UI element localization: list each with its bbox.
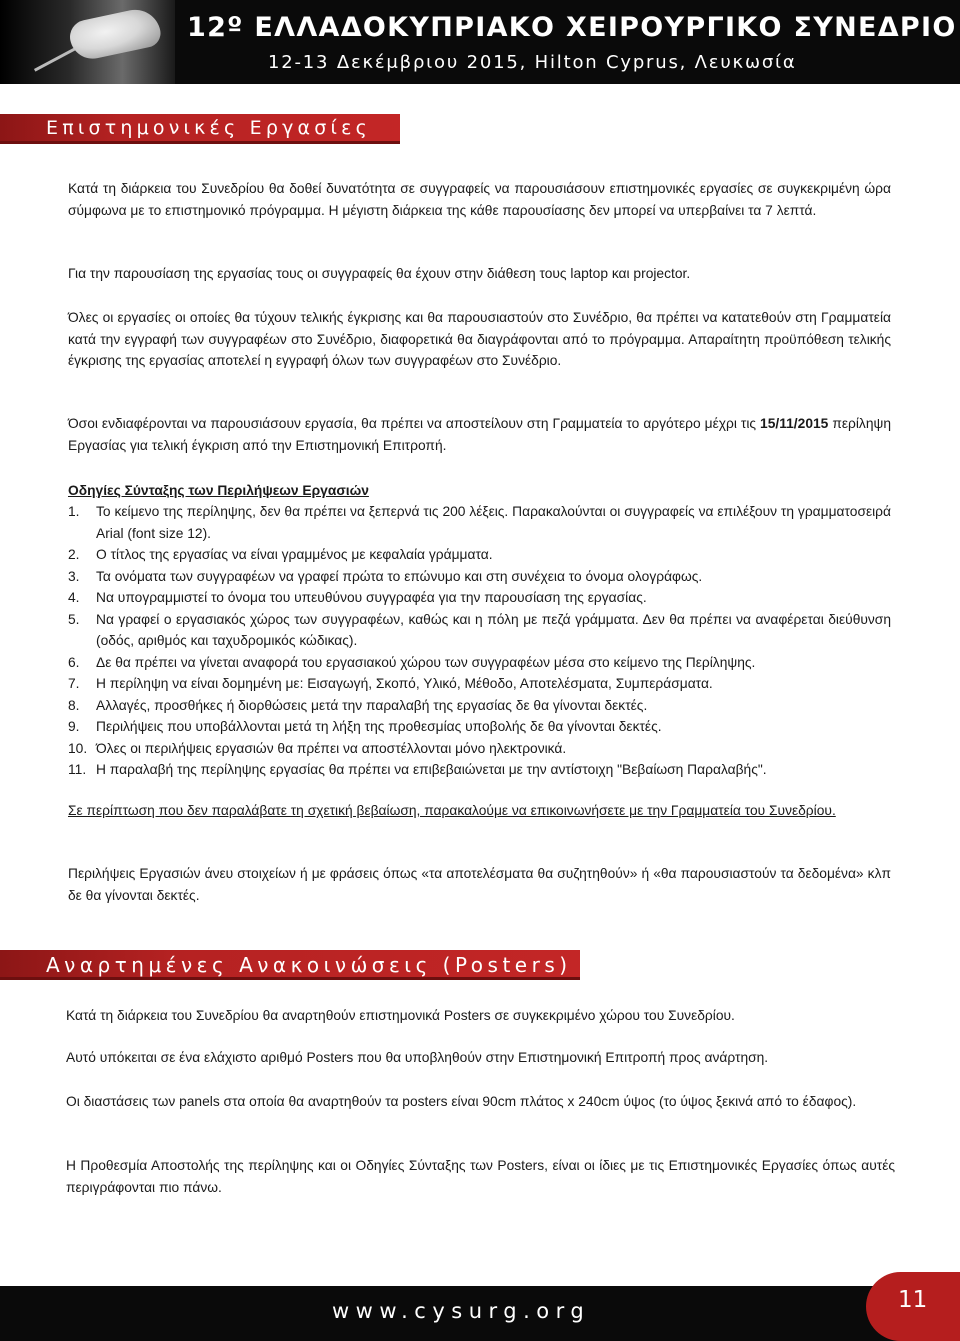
paragraph-posters-deadline: Η Προθεσμία Αποστολής της περίληψης και οι Οδηγίες Σύνταξης των Posters, είναι οι ίδιες με τις Επιστημονικές Εργασίες όπως αυτές περιγράφονται πιο πάνω. <box>66 1158 895 1195</box>
guideline-text: Όλες οι περιλήψεις εργασιών θα πρέπει να αποστέλλονται μόνο ηλεκτρονικά. <box>96 740 567 756</box>
guidelines-list <box>68 501 891 781</box>
guideline-item <box>68 566 891 588</box>
guideline-item <box>68 759 891 781</box>
guideline-text: Περιλήψεις που υποβάλλονται μετά τη λήξη της προθεσμίας υποβολής δε θα γίνονται δεκτές. <box>96 719 662 734</box>
guideline-number: 3. <box>68 568 80 584</box>
guideline-text: Να υπογραμμιστεί το όνομα του υπευθύνου συγγραφέα για την παρουσίαση της εργασίας. <box>96 590 647 605</box>
guideline-text: Το κείμενο της περίληψης, δεν θα πρέπει να ξεπερνά τις 200 λέξεις. Παρακαλούνται οι συγγραφείς να επιλέξουν τη γραμματοσειρά Arial (font size 12). <box>96 504 891 541</box>
paragraph-rejection-note: Περιλήψεις Εργασιών άνευ στοιχείων ή με φράσεις όπως «τα αποτελέσματα θα συζητηθούν» ή «θα παρουσιαστούν τα δεδομένα» κλπ δε θα γίνονται δεκτές. <box>68 866 891 903</box>
guideline-number: 1. <box>68 504 80 519</box>
guideline-number: 4. <box>68 590 80 605</box>
guideline-item <box>68 544 891 566</box>
website-link[interactable]: www.cysurg.org <box>332 1299 591 1323</box>
guideline-item <box>68 609 891 652</box>
guideline-number: 11. <box>68 762 87 777</box>
paragraph-equipment: Για την παρουσίαση της εργασίας τους οι συγγραφείς θα έχουν στην διάθεση τους laptop και projector. <box>68 266 691 281</box>
section-title-posters: Αναρτημένες Ανακοινώσεις (Posters) <box>46 953 572 977</box>
guideline-number: 7. <box>68 676 80 691</box>
page-number: 11 <box>898 1287 928 1313</box>
guideline-text: Να γραφεί ο εργασιακός χώρος των συγγραφέων, καθώς και η πόλη με πεζά γράμματα. Δεν θα πρέπει να αναφέρεται διεύθυνση (οδός, αριθμός και ταχυδρομικός κώδικας). <box>96 611 891 648</box>
guideline-item <box>68 652 891 674</box>
guideline-number: 5. <box>68 611 80 627</box>
guideline-text: Η περίληψη να είναι δομημένη με: Εισαγωγή, Σκοπό, Υλικό, Μέθοδο, Αποτελέσματα, Συμπεράσματα. <box>96 676 713 691</box>
paragraph-deadline: Όσοι ενδιαφέρονται να παρουσιάσουν εργασία, θα πρέπει να αποστείλουν στη Γραμματεία το αργότερο μέχρι τις 15/11/2015 περίληψη Εργασίας για τελική έγκριση από την Επιστημονική Επιτροπή. <box>68 416 891 453</box>
guideline-number: 10. <box>68 740 88 756</box>
guideline-item <box>68 673 891 695</box>
conference-title: 12º ΕΛΛΑΔΟΚΥΠΡΙΑΚΟ ΧΕΙΡΟΥΡΓΙΚΟ ΣΥΝΕΔΡΙΟ <box>187 12 957 43</box>
deadline-date: 15/11/2015 <box>760 416 829 431</box>
page-footer <box>0 1286 960 1341</box>
guideline-text: Τα ονόματα των συγγραφέων να γραφεί πρώτα το επώνυμο και στη συνέχεια το όνομα ολογράφως. <box>96 568 703 584</box>
guideline-number: 2. <box>68 547 80 562</box>
guidelines-heading: Οδηγίες Σύνταξης των Περιλήψεων Εργασιών <box>68 483 369 498</box>
paragraph-posters-minimum: Αυτό υπόκειται σε ένα ελάχιστο αριθμό Posters που θα υποβληθούν στην Επιστημονική Επιτροπή προς ανάρτηση. <box>66 1050 769 1065</box>
paragraph-contact-secretariat: Σε περίπτωση που δεν παραλάβατε τη σχετική βεβαίωση, παρακαλούμε να επικοινωνήσετε με την Γραμματεία του Συνεδρίου. <box>68 803 836 818</box>
guideline-text: Η παραλαβή της περίληψης εργασίας θα πρέπει να επιβεβαιώνεται με την αντίστοιχη "Βεβαίωση Παραλαβής". <box>96 762 767 777</box>
guideline-item <box>68 587 891 609</box>
surgeon-hand-photo <box>0 0 175 84</box>
paragraph-submission-rules: Όλες οι εργασίες οι οποίες θα τύχουν τελικής έγκρισης και θα παρουσιαστούν στο Συνέδριο, θα πρέπει να κατατεθούν στη Γραμματεία κατά την εγγραφή των συγγραφέων στο Συνέδριο, διαφορετικά θα διαγράφονται από το πρόγραμμα. Απαραίτητη προϋπόθεση τελικής έγκρισης της εργασίας αποτελεί η εγγραφή όλων των συγγραφέων στο Συνέδριο. <box>68 310 891 368</box>
guideline-text: Δε θα πρέπει να γίνεται αναφορά του εργασιακού χώρου των συγγραφέων μέσα στο κείμενο της Περίληψης. <box>96 654 756 670</box>
conference-date-venue: 12-13 Δεκέμβριου 2015, Hilton Cyprus, Λευκωσία <box>268 52 797 73</box>
paragraph-presentation-time: Κατά τη διάρκεια του Συνεδρίου θα δοθεί δυνατότητα σε συγγραφείς να παρουσιάσουν επιστημονικές εργασίες σε συγκεκριμένη ώρα σύμφωνα με το επιστημονικό πρόγραμμα. Η μέγιστη διάρκεια της κάθε παρουσίασης δεν μπορεί να υπερβαίνει τα 7 λεπτά. <box>68 181 891 218</box>
guideline-text: Αλλαγές, προσθήκες ή διορθώσεις μετά την παραλαβή της εργασίας δε θα γίνονται δεκτές. <box>96 697 648 713</box>
guideline-text: Ο τίτλος της εργασίας να είναι γραμμένος με κεφαλαία γράμματα. <box>96 547 493 562</box>
paragraph-posters-intro: Κατά τη διάρκεια του Συνεδρίου θα αναρτηθούν επιστημονικά Posters σε συγκεκριμένο χώρου του Συνεδρίου. <box>66 1008 735 1023</box>
section-title-scientific-papers: Επιστημονικές Εργασίες <box>46 117 371 139</box>
guideline-item <box>68 695 891 717</box>
guideline-item <box>68 738 891 760</box>
guideline-item <box>68 501 891 544</box>
paragraph-panel-dimensions: Οι διαστάσεις των panels στα οποία θα αναρτηθούν τα posters είναι 90cm πλάτος x 240cm ύψος (το ύψος ξεκινά από το έδαφος). <box>66 1094 857 1109</box>
guideline-number: 9. <box>68 719 80 734</box>
guideline-item <box>68 716 891 738</box>
guideline-number: 6. <box>68 654 80 670</box>
page-header <box>0 0 960 84</box>
guideline-number: 8. <box>68 697 80 713</box>
